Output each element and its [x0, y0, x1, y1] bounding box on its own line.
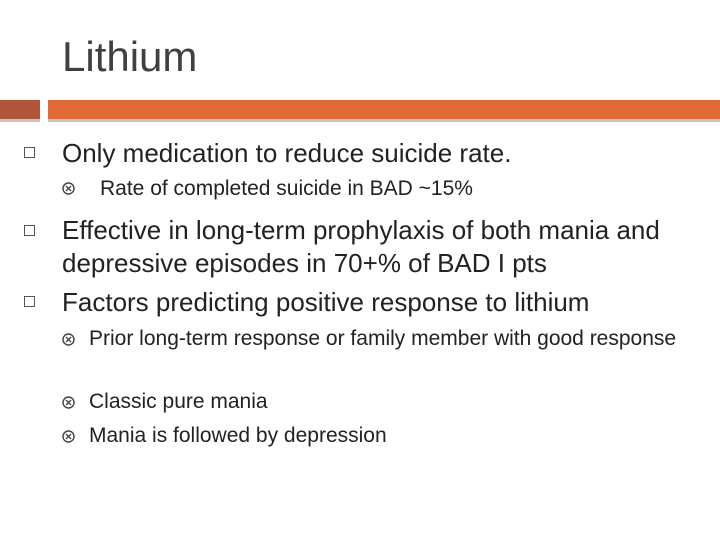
bullet-prophylaxis: Effective in long-term prophylaxis of both mania and depressive episodes in 70+% of BAD I pts	[62, 215, 660, 278]
square-bullet-icon	[24, 147, 35, 158]
circled-x-bullet-icon	[62, 333, 75, 346]
circled-x-bullet-icon	[62, 182, 75, 195]
sub-bullet-completed-suicide: Rate of completed suicide in BAD ~15%	[100, 177, 473, 200]
title-rule-right	[48, 100, 720, 119]
circled-x-bullet-icon	[62, 430, 75, 443]
square-bullet-icon	[24, 225, 35, 236]
title-rule-left	[0, 100, 40, 119]
sub-bullet-classic-mania: Classic pure mania	[89, 390, 268, 413]
bullet-suicide-rate: Only medication to reduce suicide rate.	[62, 138, 512, 168]
title-rule-shadow-right	[48, 119, 720, 122]
title-rule-shadow-left	[0, 119, 40, 122]
slide-title: Lithium	[62, 33, 198, 80]
sub-bullet-mania-depression: Mania is followed by depression	[89, 424, 387, 447]
sub-bullet-prior-response: Prior long-term response or family member with good response	[89, 327, 677, 350]
circled-x-bullet-icon	[62, 396, 75, 409]
square-bullet-icon	[24, 296, 35, 307]
bullet-predictors: Factors predicting positive response to lithium	[62, 287, 590, 317]
